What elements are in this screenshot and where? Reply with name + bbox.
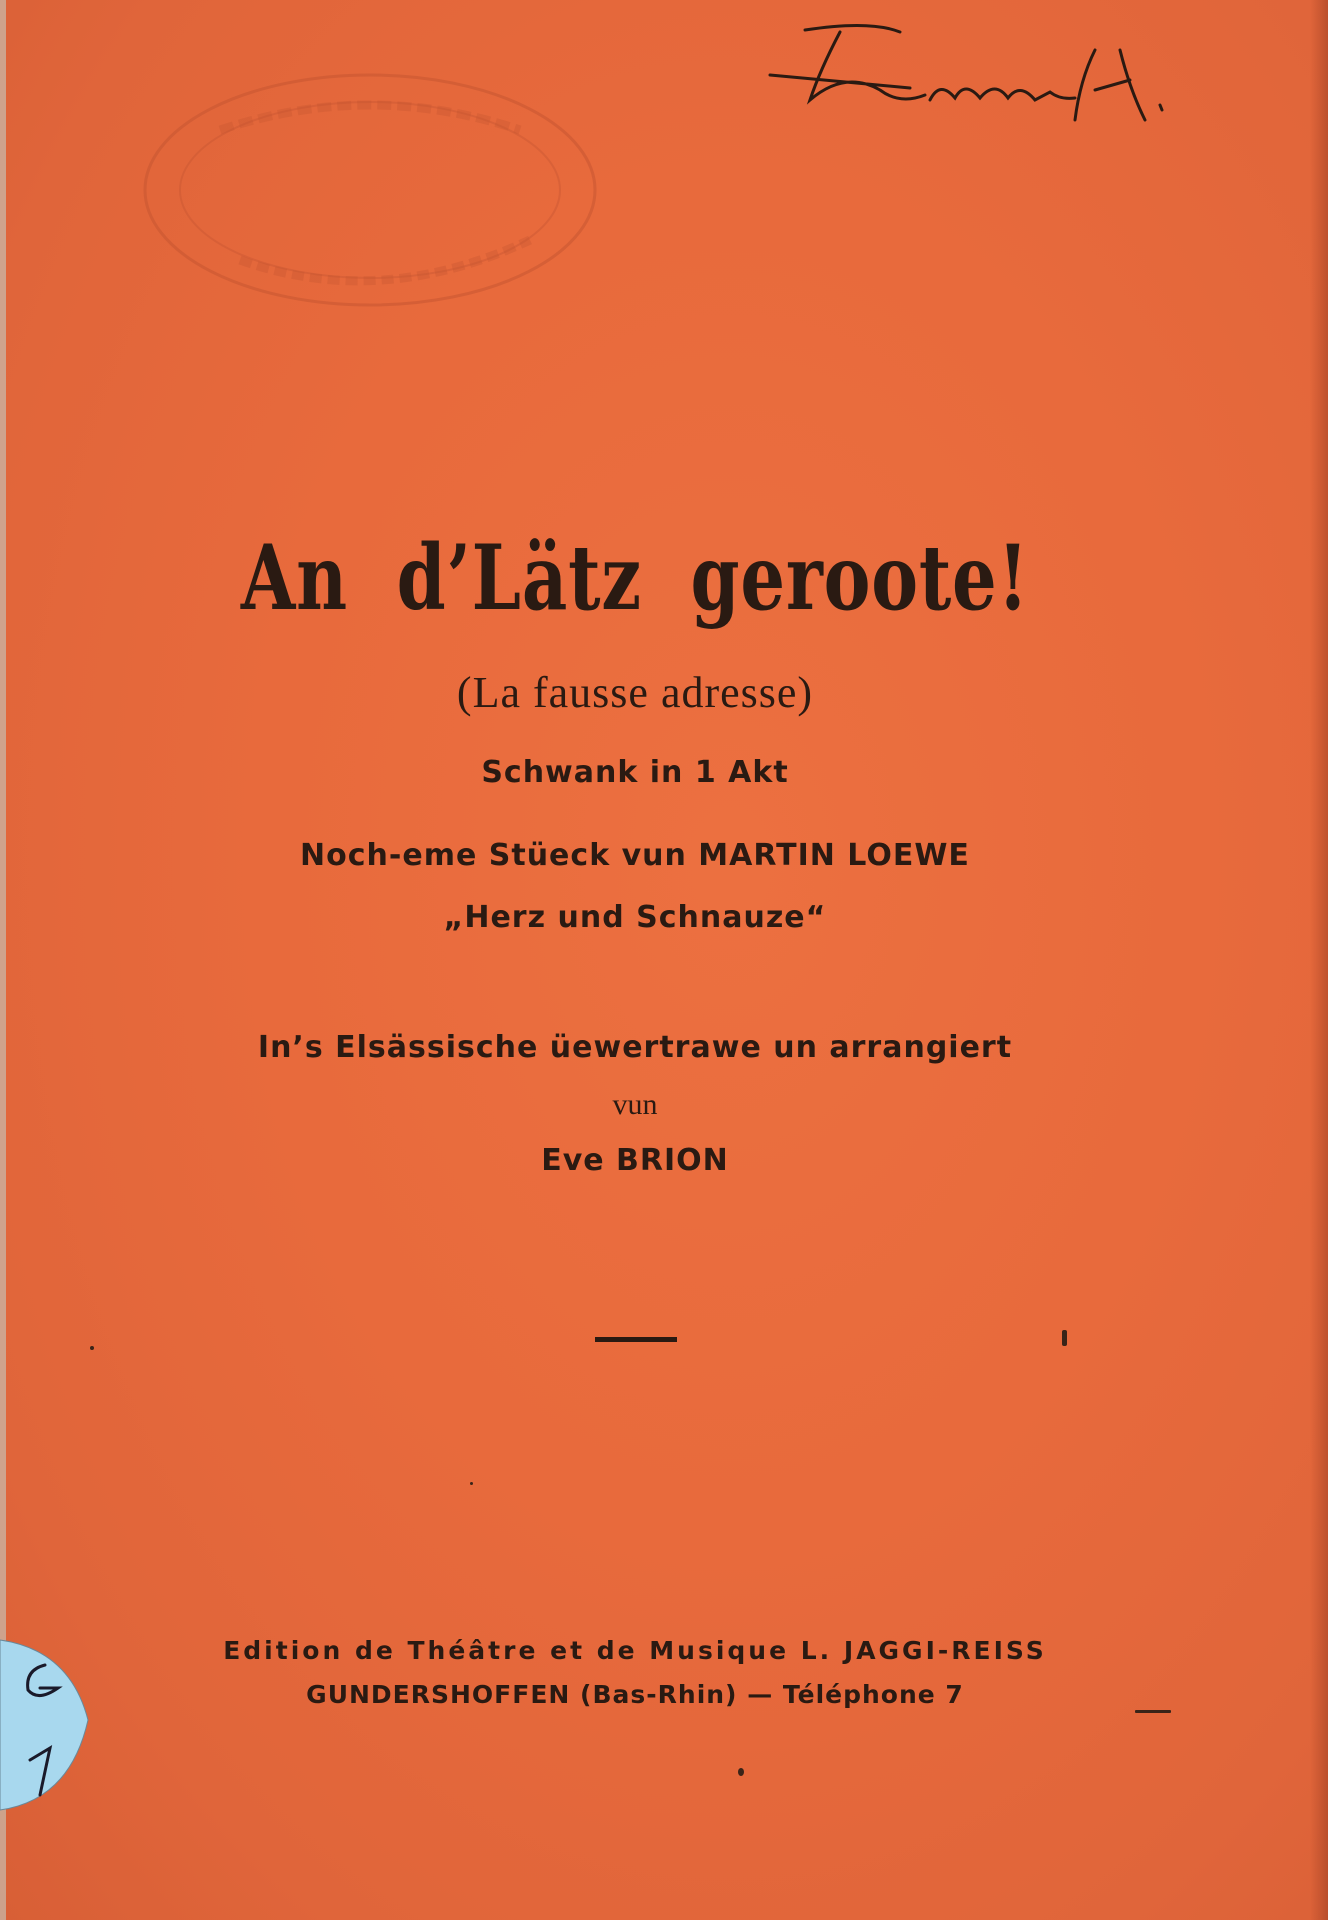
paper-speck	[90, 1346, 94, 1350]
translator-name: Eve BRION	[541, 1143, 729, 1178]
original-title: „Herz und Schnauze“	[443, 900, 827, 935]
translation-line: In’s Elsässische üewertrawe un arrangiert	[257, 1030, 1013, 1065]
book-title: An d’Lätz geroote!	[240, 525, 1030, 631]
divider-rule	[595, 1337, 677, 1342]
paper-speck	[470, 1482, 473, 1485]
paper-speck	[1062, 1330, 1067, 1346]
by-line: vun	[612, 1088, 658, 1121]
page-edge-right	[1310, 0, 1328, 1920]
paper-speck	[738, 1768, 744, 1776]
publisher-line-2: GUNDERSHOFFEN (Bas-Rhin) — Téléphone 7	[306, 1680, 964, 1709]
publisher-line-1: Edition de Théâtre et de Musique L. JAGGI-REISS	[223, 1636, 1047, 1665]
library-stamp-icon	[130, 60, 610, 320]
author-line: Noch-eme Stüeck vun MARTIN LOEWE	[300, 838, 970, 873]
paper-speck	[1135, 1710, 1171, 1713]
book-subtitle: (La fausse adresse)	[456, 668, 814, 717]
genre-line: Schwank in 1 Akt	[481, 755, 789, 790]
handwritten-signature	[750, 10, 1170, 140]
